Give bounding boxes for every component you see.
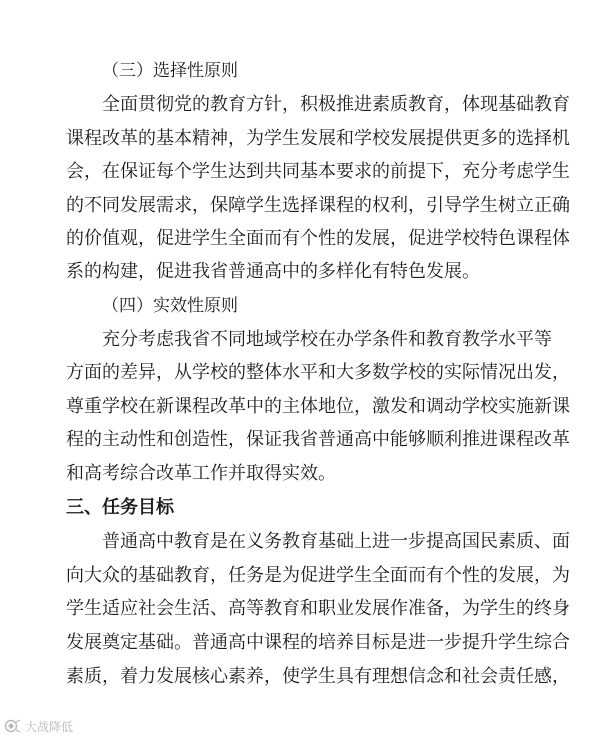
part-heading-task-goals: 三、任务目标 bbox=[66, 497, 174, 518]
paragraph-line: 系的构建，促进我省普通高中的多样化有特色发展。 bbox=[66, 261, 480, 282]
logo-icon bbox=[4, 718, 22, 734]
paragraph-line: 向大众的基础教育，任务是为促进学生全面而有个性的发展，为 bbox=[66, 565, 570, 586]
paragraph-line: 普通高中教育是在义务教育基础上进一步提高国民素质、面 bbox=[102, 531, 570, 552]
paragraph-line: 素质，着力发展核心素养，使学生具有理想信念和社会责任感， bbox=[66, 666, 570, 687]
paragraph-line: 会，在保证每个学生达到共同基本要求的前提下，充分考虑学生 bbox=[66, 161, 570, 182]
paragraph-line: 方面的差异，从学校的整体水平和大多数学校的实际情况出发， bbox=[66, 362, 570, 383]
paragraph-line: 和高考综合改革工作并取得实效。 bbox=[66, 463, 336, 484]
paragraph-line: 程的主动性和创造性，保证我省普通高中能够顺利推进课程改革 bbox=[66, 429, 570, 450]
paragraph-line: 的不同发展需求，保障学生选择课程的权利，引导学生树立正确 bbox=[66, 195, 570, 216]
paragraph-line: 发展奠定基础。普通高中课程的培养目标是进一步提升学生综合 bbox=[66, 632, 570, 653]
section-heading-effectiveness: （四）实效性原则 bbox=[102, 296, 238, 316]
watermark-text: 大战降低 bbox=[25, 719, 74, 734]
paragraph-line: 充分考虑我省不同地域学校在办学条件和教育教学水平等 bbox=[102, 329, 552, 350]
paragraph-line: 的价值观，促进学生全面而有个性的发展，促进学校特色课程体 bbox=[66, 228, 570, 249]
paragraph-line: 全面贯彻党的教育方针，积极推进素质教育，体现基础教育 bbox=[102, 94, 570, 115]
paragraph-line: 尊重学校在新课程改革中的主体地位，激发和调动学校实施新课 bbox=[66, 396, 570, 417]
watermark bbox=[4, 716, 73, 736]
paragraph-line: 课程改革的基本精神，为学生发展和学校发展提供更多的选择机 bbox=[66, 128, 570, 149]
section-heading-selectivity: （三）选择性原则 bbox=[102, 61, 238, 81]
paragraph-line: 学生适应社会生活、高等教育和职业发展作准备，为学生的终身 bbox=[66, 598, 570, 619]
